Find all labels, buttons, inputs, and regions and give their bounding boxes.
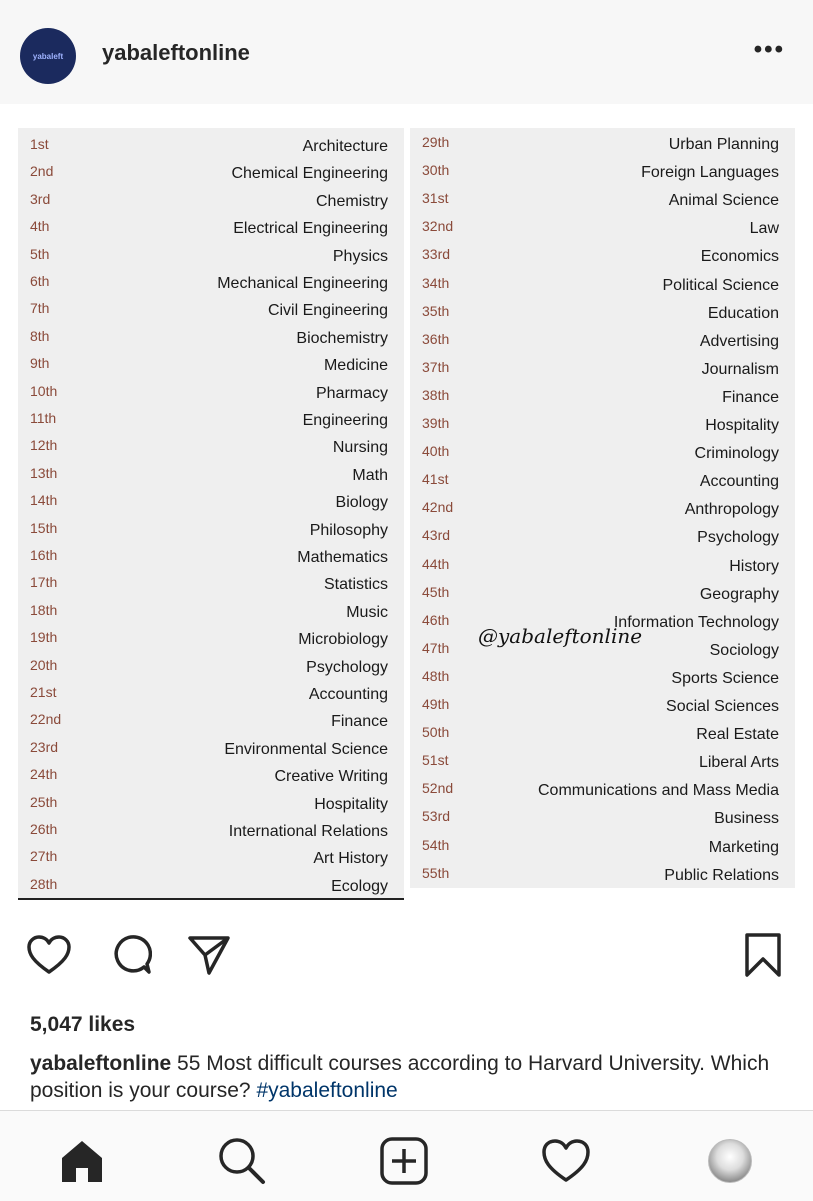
course-name: Environmental Science bbox=[224, 740, 388, 758]
ranking-row bbox=[410, 415, 795, 439]
course-name: History bbox=[729, 557, 779, 575]
course-name: Nursing bbox=[332, 439, 388, 457]
rank-label: 4th bbox=[30, 218, 50, 235]
ranking-row bbox=[410, 837, 795, 861]
rank-label: 25th bbox=[30, 793, 58, 810]
course-name: Communications and Mass Media bbox=[538, 782, 779, 800]
caption-hashtag[interactable]: #yabaleftonline bbox=[256, 1079, 398, 1102]
rank-label: 55th bbox=[422, 864, 450, 881]
course-name: Law bbox=[749, 220, 779, 238]
course-name: Chemical Engineering bbox=[231, 165, 388, 183]
rank-label: 18th bbox=[30, 601, 58, 618]
nav-new-post[interactable] bbox=[374, 1131, 434, 1191]
course-name: Business bbox=[714, 810, 779, 828]
ranking-row bbox=[410, 808, 795, 832]
course-name: Finance bbox=[722, 388, 779, 406]
course-name: Engineering bbox=[302, 412, 388, 429]
course-name: Psychology bbox=[306, 658, 388, 676]
rank-label: 30th bbox=[422, 162, 450, 179]
ranking-row bbox=[18, 136, 404, 160]
ranking-row bbox=[410, 724, 795, 748]
ranking-row bbox=[18, 465, 404, 489]
ranking-row bbox=[410, 359, 795, 383]
course-name: Economics bbox=[700, 248, 779, 266]
course-name: Sports Science bbox=[671, 669, 779, 687]
nav-search[interactable] bbox=[212, 1131, 272, 1191]
profile-avatar bbox=[708, 1139, 752, 1183]
rank-label: 17th bbox=[30, 574, 58, 591]
post-header bbox=[0, 0, 813, 105]
ranking-row bbox=[18, 574, 404, 598]
bottom-navigation bbox=[0, 1110, 813, 1201]
rank-label: 9th bbox=[30, 355, 50, 372]
rank-label: 2nd bbox=[30, 163, 54, 180]
ranking-row bbox=[18, 602, 404, 626]
course-name: Sociology bbox=[709, 641, 779, 659]
rank-label: 24th bbox=[30, 766, 58, 783]
course-name: Electrical Engineering bbox=[233, 220, 388, 238]
rank-label: 42nd bbox=[422, 499, 454, 516]
course-name: Music bbox=[346, 603, 388, 621]
ranking-row bbox=[18, 547, 404, 571]
course-name: Psychology bbox=[697, 529, 779, 547]
rank-label: 36th bbox=[422, 330, 450, 347]
course-name: Real Estate bbox=[696, 726, 779, 744]
course-name: Pharmacy bbox=[315, 384, 388, 402]
rank-label: 54th bbox=[422, 836, 450, 853]
nav-activity[interactable] bbox=[536, 1131, 596, 1191]
ranking-row bbox=[18, 739, 404, 763]
rank-label: 26th bbox=[30, 821, 58, 837]
course-name: Journalism bbox=[701, 360, 779, 378]
home-icon bbox=[58, 1138, 106, 1184]
account-avatar[interactable] bbox=[20, 28, 76, 84]
course-name: Accounting bbox=[308, 686, 388, 703]
rank-label: 41st bbox=[422, 471, 449, 488]
rank-label: 19th bbox=[30, 629, 58, 646]
rank-label: 28th bbox=[30, 875, 58, 892]
add-post-icon bbox=[379, 1136, 429, 1186]
ranking-row bbox=[410, 471, 795, 495]
more-options-button[interactable]: ••• bbox=[753, 36, 785, 63]
course-name: Architecture bbox=[302, 138, 388, 155]
ranking-row bbox=[410, 275, 795, 299]
course-name: Creative Writing bbox=[274, 768, 388, 786]
rank-label: 13th bbox=[30, 464, 58, 481]
course-name: Urban Planning bbox=[668, 136, 779, 153]
rank-label: 3rd bbox=[30, 190, 51, 207]
course-name: Hospitality bbox=[314, 795, 388, 813]
rank-label: 22nd bbox=[30, 711, 62, 728]
rank-label: 40th bbox=[422, 443, 450, 460]
course-name: Accounting bbox=[699, 473, 779, 491]
course-name: Mathematics bbox=[297, 549, 388, 566]
save-button[interactable] bbox=[738, 930, 788, 980]
rank-label: 32nd bbox=[422, 218, 454, 235]
rank-label: 44th bbox=[422, 555, 450, 572]
share-button[interactable] bbox=[184, 930, 234, 980]
course-name: Biology bbox=[335, 494, 388, 512]
ranking-row bbox=[410, 134, 795, 158]
rank-label: 10th bbox=[30, 382, 58, 399]
ranking-row bbox=[18, 383, 404, 407]
rank-label: 11th bbox=[30, 410, 57, 426]
ranking-row bbox=[18, 492, 404, 516]
rank-label: 50th bbox=[422, 724, 450, 741]
course-name: Geography bbox=[699, 585, 779, 603]
rank-label: 49th bbox=[422, 696, 450, 712]
rank-label: 27th bbox=[30, 848, 58, 865]
ranking-list-right bbox=[410, 128, 795, 888]
rank-label: 23rd bbox=[30, 738, 59, 755]
course-name: Microbiology bbox=[298, 631, 388, 649]
rank-label: 8th bbox=[30, 327, 50, 344]
course-name: Physics bbox=[332, 247, 388, 265]
course-name: Medicine bbox=[323, 357, 388, 375]
comment-button[interactable] bbox=[106, 930, 156, 980]
ranking-row bbox=[18, 410, 404, 434]
post-image[interactable] bbox=[0, 104, 813, 904]
watermark: @yabaleftonline bbox=[478, 624, 643, 648]
course-name: Civil Engineering bbox=[267, 302, 388, 320]
course-name: Public Relations bbox=[664, 866, 779, 884]
rank-label: 14th bbox=[30, 492, 58, 509]
caption-text: 55 Most difficult courses according to Harvard University. Which position is your course? bbox=[30, 1052, 770, 1102]
ranking-row bbox=[18, 794, 404, 818]
bookmark-icon bbox=[744, 932, 782, 978]
ranking-row bbox=[18, 520, 404, 544]
course-name: Statistics bbox=[323, 576, 388, 594]
rank-label: 38th bbox=[422, 386, 450, 403]
rank-label: 34th bbox=[422, 274, 450, 291]
course-name: Political Science bbox=[662, 276, 779, 294]
rank-label: 15th bbox=[30, 519, 58, 536]
course-name: Anthropology bbox=[684, 501, 779, 519]
ranking-row bbox=[410, 218, 795, 242]
rank-label: 6th bbox=[30, 273, 50, 289]
course-name: Philosophy bbox=[309, 521, 388, 539]
course-name: Advertising bbox=[699, 332, 779, 350]
nav-profile[interactable] bbox=[700, 1131, 760, 1191]
ranking-row bbox=[18, 437, 404, 461]
ranking-row bbox=[18, 766, 404, 790]
course-name: Ecology bbox=[331, 877, 388, 895]
ranking-row bbox=[18, 821, 404, 845]
share-icon bbox=[187, 934, 231, 976]
like-count[interactable]: 5,047 likes bbox=[30, 1013, 136, 1036]
ranking-row bbox=[410, 387, 795, 411]
rank-label: 35th bbox=[422, 302, 450, 319]
ranking-row bbox=[18, 191, 404, 215]
rank-label: 39th bbox=[422, 415, 450, 431]
course-name: Social Sciences bbox=[666, 698, 779, 715]
ranking-row bbox=[18, 300, 404, 324]
ranking-row bbox=[410, 780, 795, 804]
comment-icon bbox=[110, 934, 152, 976]
ranking-row bbox=[410, 190, 795, 214]
rank-label: 53rd bbox=[422, 808, 451, 825]
ranking-row bbox=[410, 162, 795, 186]
course-name: Mechanical Engineering bbox=[217, 275, 388, 292]
search-icon bbox=[217, 1136, 267, 1186]
caption-username[interactable]: yabaleftonline bbox=[30, 1052, 172, 1075]
ranking-row bbox=[18, 328, 404, 352]
action-bar bbox=[0, 930, 813, 990]
rank-label: 45th bbox=[422, 583, 450, 600]
activity-heart-icon bbox=[541, 1138, 591, 1184]
course-name: Liberal Arts bbox=[698, 754, 779, 772]
course-name: Finance bbox=[331, 713, 388, 731]
course-name: International Relations bbox=[228, 823, 388, 840]
post-caption bbox=[30, 1050, 790, 1104]
ranking-row bbox=[410, 443, 795, 467]
ranking-row bbox=[410, 696, 795, 720]
ranking-row bbox=[410, 865, 795, 889]
rank-label: 21st bbox=[30, 684, 57, 700]
ranking-row bbox=[410, 246, 795, 270]
course-name: Criminology bbox=[694, 445, 779, 463]
rank-label: 51st bbox=[422, 752, 449, 769]
ranking-row bbox=[18, 629, 404, 653]
ranking-row bbox=[410, 556, 795, 580]
ranking-row bbox=[18, 273, 404, 297]
rank-label: 33rd bbox=[422, 246, 451, 263]
rank-label: 7th bbox=[30, 300, 50, 317]
ranking-row bbox=[410, 331, 795, 355]
rank-label: 31st bbox=[422, 190, 449, 207]
course-name: Biochemistry bbox=[296, 329, 388, 347]
ranking-row bbox=[410, 499, 795, 523]
course-name: Marketing bbox=[708, 838, 779, 856]
course-name: Foreign Languages bbox=[641, 164, 779, 182]
rank-label: 43rd bbox=[422, 527, 451, 544]
rank-label: 29th bbox=[422, 134, 450, 150]
ranking-row bbox=[18, 848, 404, 872]
ranking-row bbox=[18, 355, 404, 379]
course-name: Animal Science bbox=[668, 192, 779, 210]
ranking-list-left bbox=[18, 128, 404, 900]
course-name: Chemistry bbox=[315, 192, 388, 210]
course-name: Art History bbox=[313, 850, 388, 868]
course-name: Hospitality bbox=[705, 417, 779, 434]
rank-label: 48th bbox=[422, 667, 450, 684]
rank-label: 47th bbox=[422, 639, 450, 656]
rank-label: 52nd bbox=[422, 780, 454, 797]
account-username[interactable]: yabaleftonline bbox=[102, 40, 250, 65]
ranking-row bbox=[18, 684, 404, 708]
ranking-row bbox=[410, 527, 795, 551]
course-name: Math bbox=[352, 466, 388, 484]
ranking-row bbox=[410, 584, 795, 608]
rank-label: 12th bbox=[30, 437, 58, 454]
rank-label: 37th bbox=[422, 358, 450, 375]
ranking-row bbox=[410, 303, 795, 327]
like-button[interactable] bbox=[24, 930, 74, 980]
rank-label: 20th bbox=[30, 656, 58, 673]
course-name: Education bbox=[707, 304, 779, 322]
ranking-row bbox=[18, 246, 404, 270]
ranking-row bbox=[410, 752, 795, 776]
avatar-text: yabaleft bbox=[32, 51, 64, 61]
ranking-row bbox=[18, 657, 404, 681]
ranking-row bbox=[18, 876, 404, 900]
rank-label: 16th bbox=[30, 547, 58, 563]
rank-label: 5th bbox=[30, 245, 50, 262]
course-name: Information Technology bbox=[613, 613, 779, 631]
nav-home[interactable] bbox=[52, 1131, 112, 1191]
rank-label: 1st bbox=[30, 136, 49, 152]
heart-icon bbox=[27, 935, 71, 975]
rank-label: 46th bbox=[422, 611, 450, 628]
ranking-row bbox=[18, 711, 404, 735]
ranking-row bbox=[18, 163, 404, 187]
ranking-row bbox=[18, 218, 404, 242]
ranking-row bbox=[410, 668, 795, 692]
